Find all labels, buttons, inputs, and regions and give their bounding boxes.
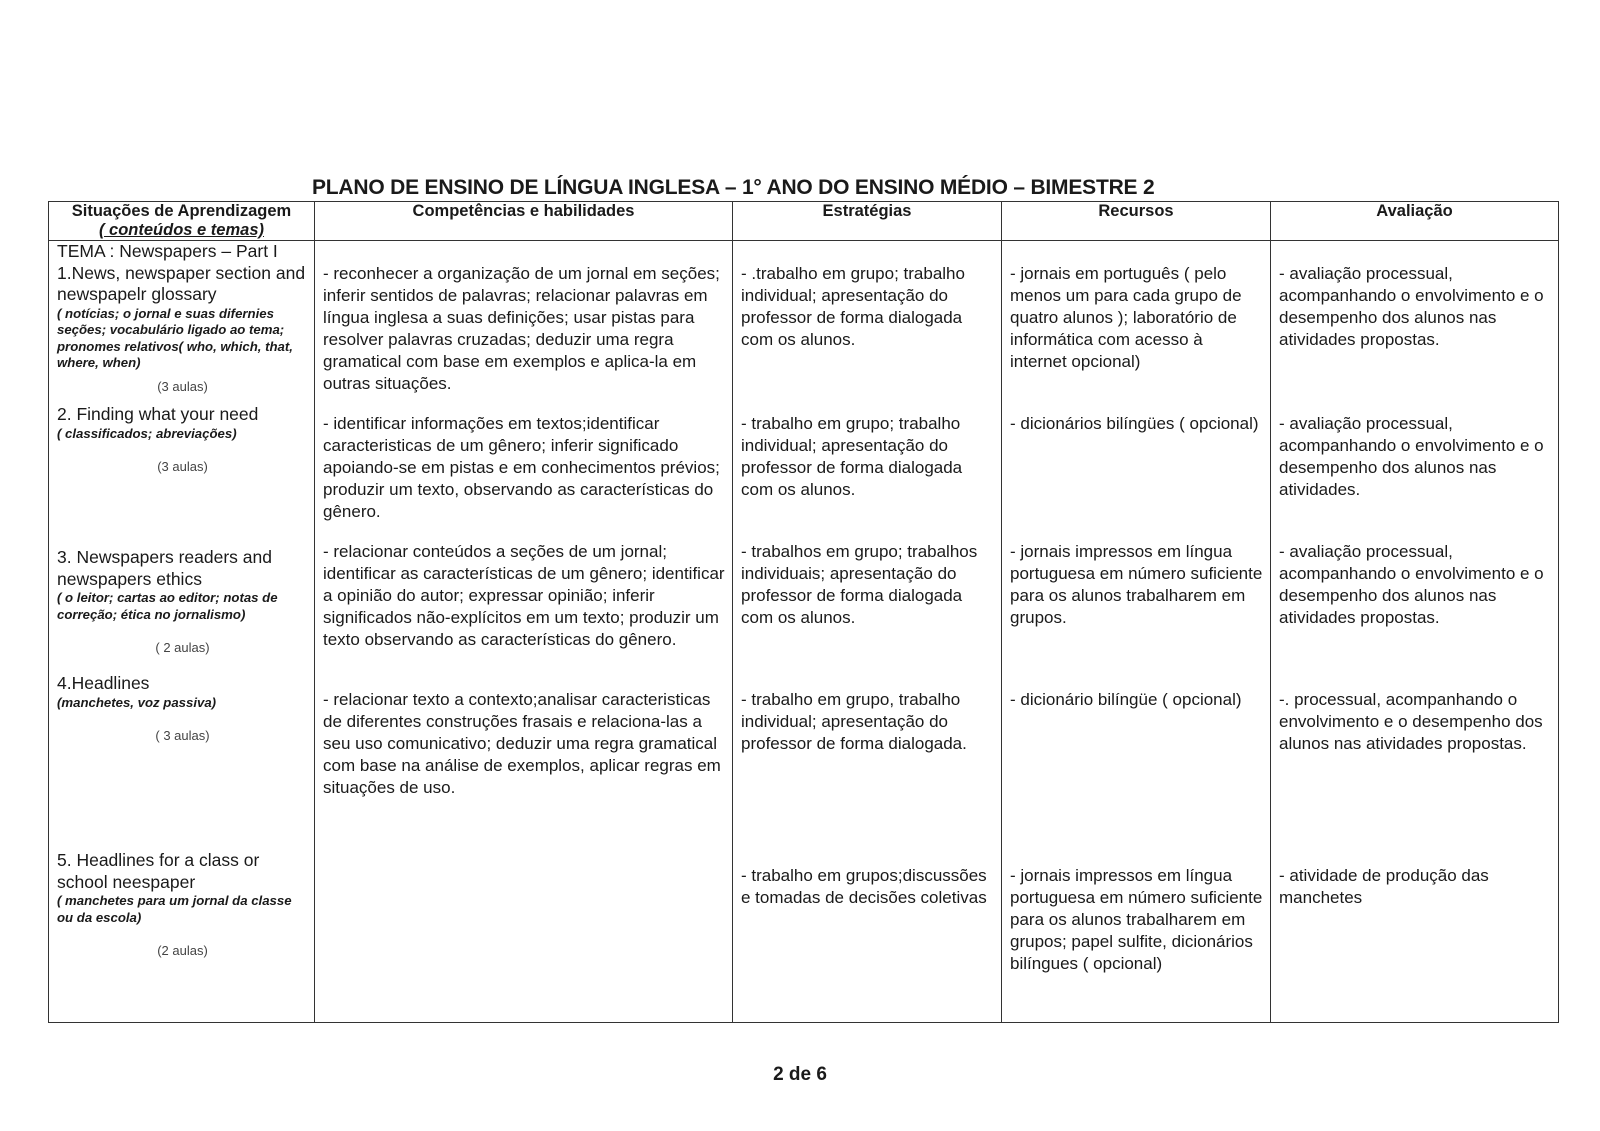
competencias-cell xyxy=(315,241,733,1023)
teaching-plan-table xyxy=(48,201,1559,1023)
avaliacao-cell xyxy=(1271,241,1559,1023)
competencia-2: - identificar informações em textos;identificar caracteristicas de um gênero; inferir significado apoiando-se em pistas e em conhecimentos prévios; produzir um texto, observando as características do gênero. xyxy=(323,414,720,521)
recurso-5: - jornais impressos em língua portuguesa em número suficiente para os alunos trabalharem em grupos; papel sulfite, dicionários bilíngues ( opcional) xyxy=(1010,866,1263,973)
topic-2-title: 2. Finding what your need xyxy=(57,404,259,424)
header-situacoes-sub: ( conteúdos e temas) xyxy=(98,221,265,239)
avaliacao-5: - atividade de produção das manchetes xyxy=(1279,866,1489,907)
header-estrategias: Estratégias xyxy=(733,202,1002,241)
competencia-3: - relacionar conteúdos a seções de um jornal; identificar as características de um gênero; identificar a opinião do autor; expressar opinião; inferir significados não-explícitos em um texto; produzir um texto observando as características do gênero. xyxy=(323,542,725,649)
topic-1-title: 1.News, newspaper section and newspapelr glossary xyxy=(57,262,306,304)
topic-2-aulas: (3 aulas) xyxy=(157,459,208,474)
topic-4-subtitle: (manchetes, voz passiva) xyxy=(57,694,217,710)
avaliacao-1: - avaliação processual, acompanhando o envolvimento e o desempenho dos alunos nas atividades propostas. xyxy=(1279,264,1544,349)
topic-5-aulas: (2 aulas) xyxy=(157,943,208,958)
list-item xyxy=(57,850,308,962)
table-body-row xyxy=(49,241,1559,1023)
estrategia-2: - trabalho em grupo; trabalho individual; apresentação do professor de forma dialogada com os alunos. xyxy=(741,414,963,499)
topic-3-title: 3. Newspapers readers and newspapers ethics xyxy=(57,547,272,589)
recurso-2: - dicionários bilíngües ( opcional) xyxy=(1010,414,1259,433)
list-item xyxy=(57,241,308,398)
competencia-1: - reconhecer a organização de um jornal em seções; inferir sentidos de palavras; relacionar palavras em língua inglesa a suas definições; usar pistas para resolver palavras cruzadas; deduzir uma regra gramatical com base em exemplos e aplica-la em outras situações. xyxy=(323,264,720,393)
header-recursos: Recursos xyxy=(1002,202,1271,241)
estrategia-5: - trabalho em grupos;discussões e tomadas de decisões coletivas xyxy=(741,866,987,907)
recurso-4: - dicionário bilíngüe ( opcional) xyxy=(1010,690,1242,709)
estrategia-3: - trabalhos em grupo; trabalhos individuais; apresentação do professor de forma dialogada com os alunos. xyxy=(741,542,978,627)
header-competencias: Competências e habilidades xyxy=(315,202,733,241)
topics-cell xyxy=(49,241,315,1023)
recurso-1: - jornais em português ( pelo menos um para cada grupo de quatro alunos ); laboratório de informática com acesso à internet opcional) xyxy=(1010,264,1242,371)
topic-3-aulas: ( 2 aulas) xyxy=(155,640,210,655)
topic-1-aulas: (3 aulas) xyxy=(157,378,208,394)
document-title: PLANO DE ENSINO DE LÍNGUA INGLESA – 1° ANO DO ENSINO MÉDIO – BIMESTRE 2 xyxy=(312,176,1155,199)
estrategia-4: - trabalho em grupo, trabalho individual; apresentação do professor de forma dialogada. xyxy=(741,690,967,753)
list-item xyxy=(57,547,308,659)
topic-5-title: 5. Headlines for a class or school neespaper xyxy=(57,850,260,892)
topic-3-subtitle: ( o leitor; cartas ao editor; notas de correção; ética no jornalismo) xyxy=(57,590,278,622)
estrategias-cell xyxy=(733,241,1002,1023)
list-item xyxy=(57,404,308,478)
topic-4-title: 4.Headlines xyxy=(57,673,150,693)
competencia-4: - relacionar texto a contexto;analisar caracteristicas de diferentes construções frasais e relaciona-las a seu uso comunicativo; deduzir uma regra gramatical com base na análise de exemplos, aplicar regras em situações de uso. xyxy=(323,690,721,797)
header-avaliacao: Avaliação xyxy=(1271,202,1559,241)
topic-5-subtitle: ( manchetes para um jornal da classe ou da escola) xyxy=(57,893,292,925)
list-item xyxy=(57,673,308,747)
header-situacoes xyxy=(49,202,315,241)
recursos-cell xyxy=(1002,241,1271,1023)
avaliacao-2: - avaliação processual, acompanhando o envolvimento e o desempenho dos alunos nas atividades. xyxy=(1279,414,1544,499)
header-situacoes-main: Situações de Aprendizagem xyxy=(71,202,292,220)
table-header-row xyxy=(49,202,1559,241)
estrategia-1: - .trabalho em grupo; trabalho individual; apresentação do professor de forma dialogada com os alunos. xyxy=(741,264,965,349)
recurso-3: - jornais impressos em língua portuguesa em número suficiente para os alunos trabalharem em grupos. xyxy=(1010,542,1263,627)
topic-4-aulas: ( 3 aulas) xyxy=(155,728,210,743)
page-number: 2 de 6 xyxy=(773,1064,827,1085)
topic-1-subtitle: ( notícias; o jornal e suas difernies seções; vocabulário ligado ao tema; pronomes relativos( who, which, that, where, when) xyxy=(57,305,293,370)
avaliacao-4: -. processual, acompanhando o envolvimento e o desempenho dos alunos nas atividades propostas. xyxy=(1279,690,1543,753)
avaliacao-3: - avaliação processual, acompanhando o envolvimento e o desempenho dos alunos nas atividades propostas. xyxy=(1279,542,1544,627)
topic-2-subtitle: ( classificados; abreviações) xyxy=(57,425,237,441)
theme-label: TEMA : Newspapers – Part I xyxy=(57,241,278,261)
